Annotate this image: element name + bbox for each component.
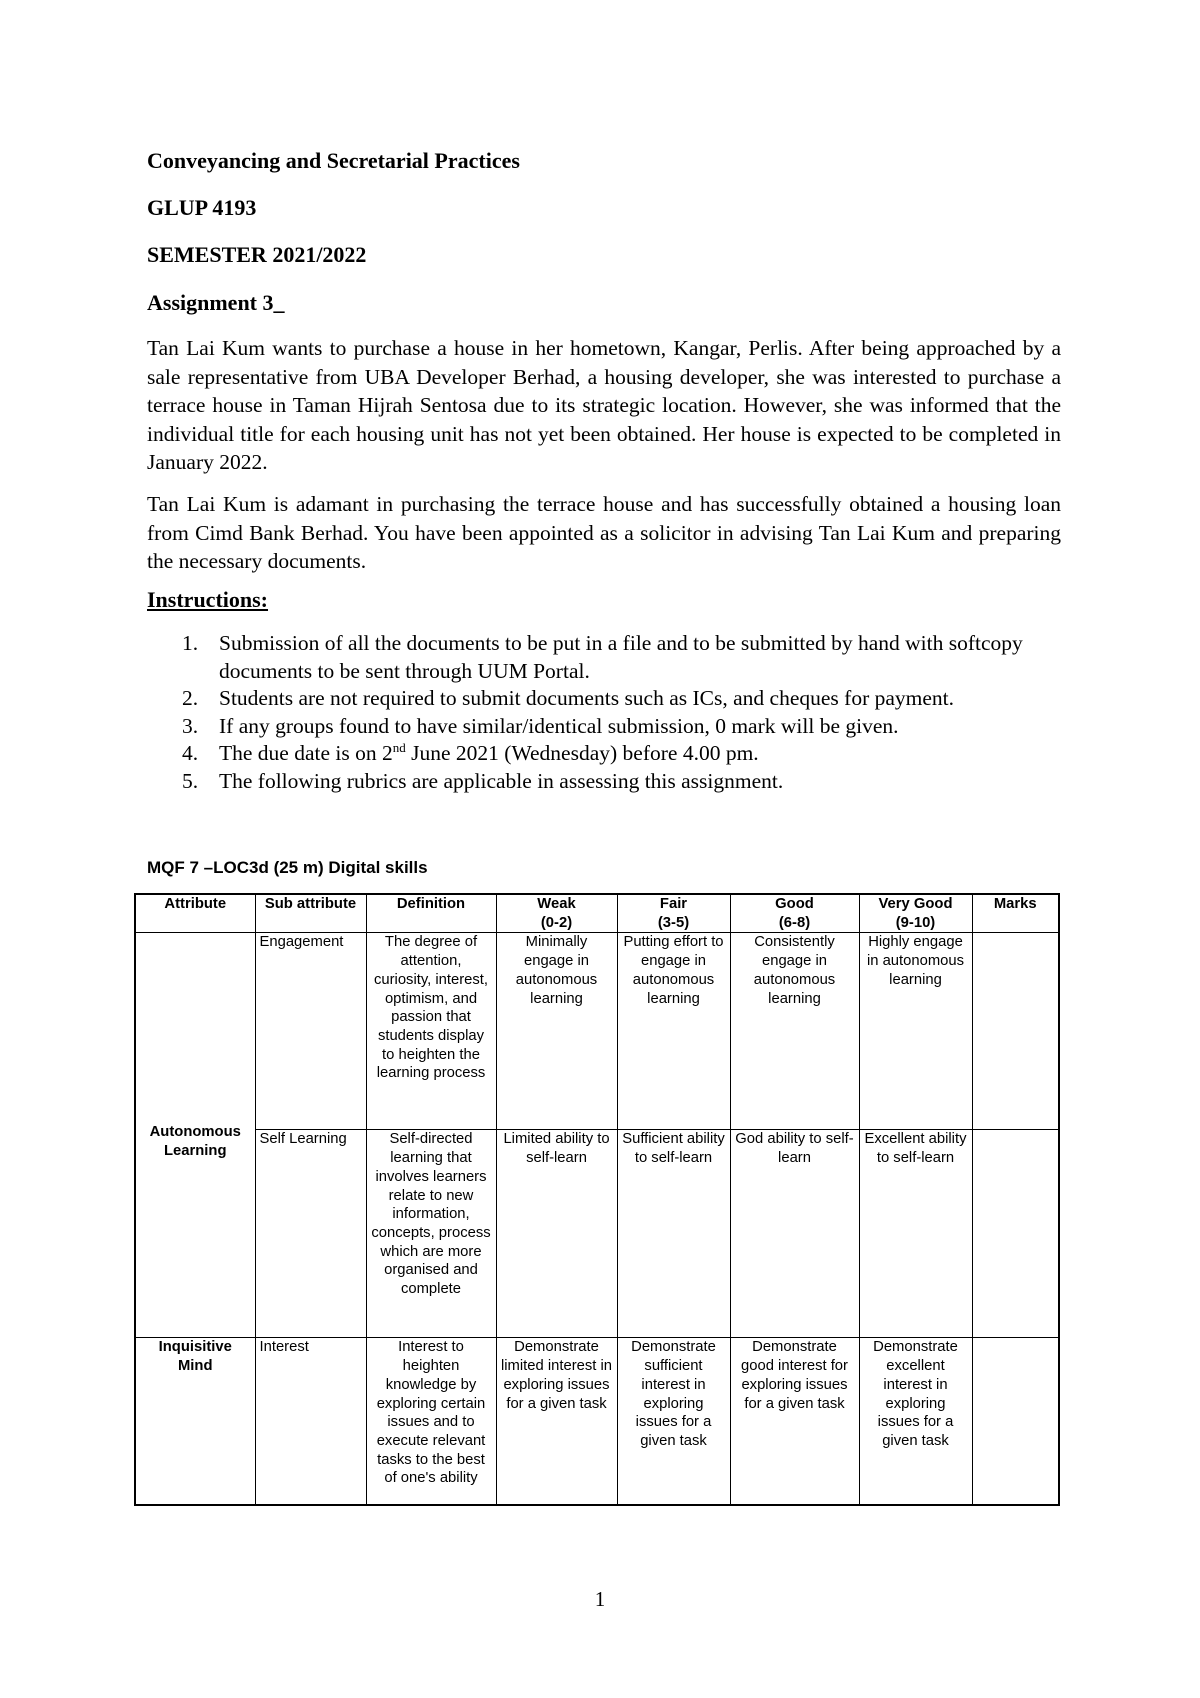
very-good-cell: Excellent ability to self-learn bbox=[859, 1130, 972, 1338]
list-item-number: 5. bbox=[182, 768, 199, 793]
good-cell: God ability to self-learn bbox=[730, 1130, 859, 1338]
sub-attribute-cell: Self Learning bbox=[255, 1130, 366, 1338]
header-attribute: Attribute bbox=[135, 894, 255, 933]
very-good-cell: Highly engage in autonomous learning bbox=[859, 933, 972, 1130]
scenario-paragraph-1: Tan Lai Kum wants to purchase a house in her hometown, Kangar, Perlis. After being approached by a sale representative from UBA Developer Berhad, a housing developer, she was interested to purchase a terrace house in Taman Hijrah Sentosa due to its strategic location. However, she was informed that the individual title for each housing unit has not yet been obtained. Her house is expected to be completed in January 2022. bbox=[147, 336, 1061, 474]
sub-attribute-cell: Engagement bbox=[255, 933, 366, 1130]
marks-cell bbox=[972, 1130, 1059, 1338]
definition-cell: Self-directed learning that involves learners relate to new information, concepts, process which are more organised and complete bbox=[366, 1130, 496, 1338]
header-sub-attribute: Sub attribute bbox=[255, 894, 366, 933]
table-row bbox=[135, 933, 1059, 1130]
fair-cell: Sufficient ability to self-learn bbox=[617, 1130, 730, 1338]
list-item-number: 4. bbox=[182, 741, 199, 765]
header-very-good: Very Good (9-10) bbox=[859, 894, 972, 933]
fair-cell: Demonstrate sufficient interest in exploring issues for a given task bbox=[617, 1338, 730, 1506]
list-item-text: If any groups found to have similar/identical submission, 0 mark will be given. bbox=[219, 713, 899, 738]
weak-cell: Minimally engage in autonomous learning bbox=[496, 933, 617, 1130]
list-item-text: Submission of all the documents to be put in a file and to be submitted by hand with softcopy documents to be sent through UUM Portal. bbox=[219, 631, 1023, 683]
rubric-table bbox=[134, 893, 1060, 1506]
list-item-number: 2. bbox=[182, 686, 199, 710]
semester: SEMESTER 2021/2022 bbox=[147, 242, 367, 267]
good-cell: Demonstrate good interest for exploring issues for a given task bbox=[730, 1338, 859, 1506]
table-row bbox=[135, 1338, 1059, 1506]
rubric-title: MQF 7 –LOC3d (25 m) Digital skills bbox=[147, 858, 428, 877]
marks-cell bbox=[972, 933, 1059, 1130]
list-item-number: 1. bbox=[182, 631, 199, 655]
list-item bbox=[147, 630, 1067, 685]
attribute-cell: Inquisitive Mind bbox=[135, 1338, 255, 1506]
list-item-number: 3. bbox=[182, 713, 199, 738]
page-number: 1 bbox=[594, 1587, 606, 1611]
table-row bbox=[135, 1130, 1059, 1338]
header-weak: Weak (0-2) bbox=[496, 894, 617, 933]
list-item-text: The following rubrics are applicable in assessing this assignment. bbox=[219, 768, 784, 793]
header-marks: Marks bbox=[972, 894, 1059, 933]
instructions-heading: Instructions: bbox=[147, 587, 269, 612]
header-good: Good (6-8) bbox=[730, 894, 859, 933]
assignment-title: Assignment 3_ bbox=[147, 290, 285, 315]
list-item bbox=[147, 740, 1067, 768]
good-cell: Consistently engage in autonomous learning bbox=[730, 933, 859, 1130]
list-item-text: The due date is on 2 bbox=[219, 741, 393, 765]
ordinal-suffix: nd bbox=[392, 739, 406, 755]
list-item bbox=[147, 713, 1067, 741]
instructions-list bbox=[147, 630, 1067, 795]
header-definition: Definition bbox=[366, 894, 496, 933]
list-item-text: Students are not required to submit documents such as ICs, and cheques for payment. bbox=[219, 686, 955, 710]
header-fair: Fair (3-5) bbox=[617, 894, 730, 933]
weak-cell: Demonstrate limited interest in exploring issues for a given task bbox=[496, 1338, 617, 1506]
course-title: Conveyancing and Secretarial Practices bbox=[147, 148, 520, 173]
course-code: GLUP 4193 bbox=[147, 195, 257, 220]
weak-cell: Limited ability to self-learn bbox=[496, 1130, 617, 1338]
fair-cell: Putting effort to engage in autonomous learning bbox=[617, 933, 730, 1130]
definition-cell: The degree of attention, curiosity, interest, optimism, and passion that students display to heighten the learning process bbox=[366, 933, 496, 1130]
list-item bbox=[147, 768, 1067, 796]
marks-cell bbox=[972, 1338, 1059, 1506]
table-header-row bbox=[135, 894, 1059, 933]
definition-cell: Interest to heighten knowledge by exploring certain issues and to execute relevant tasks to the best of one's ability bbox=[366, 1338, 496, 1506]
very-good-cell: Demonstrate excellent interest in exploring issues for a given task bbox=[859, 1338, 972, 1506]
attribute-cell: Autonomous Learning bbox=[135, 933, 255, 1338]
scenario-paragraph-2: Tan Lai Kum is adamant in purchasing the terrace house and has successfully obtained a housing loan from Cimd Bank Berhad. You have been appointed as a solicitor in advising Tan Lai Kum and preparing the necessary documents. bbox=[147, 492, 1061, 573]
list-item bbox=[147, 685, 1067, 713]
sub-attribute-cell: Interest bbox=[255, 1338, 366, 1506]
list-item-text: June 2021 (Wednesday) before 4.00 pm. bbox=[405, 741, 759, 765]
